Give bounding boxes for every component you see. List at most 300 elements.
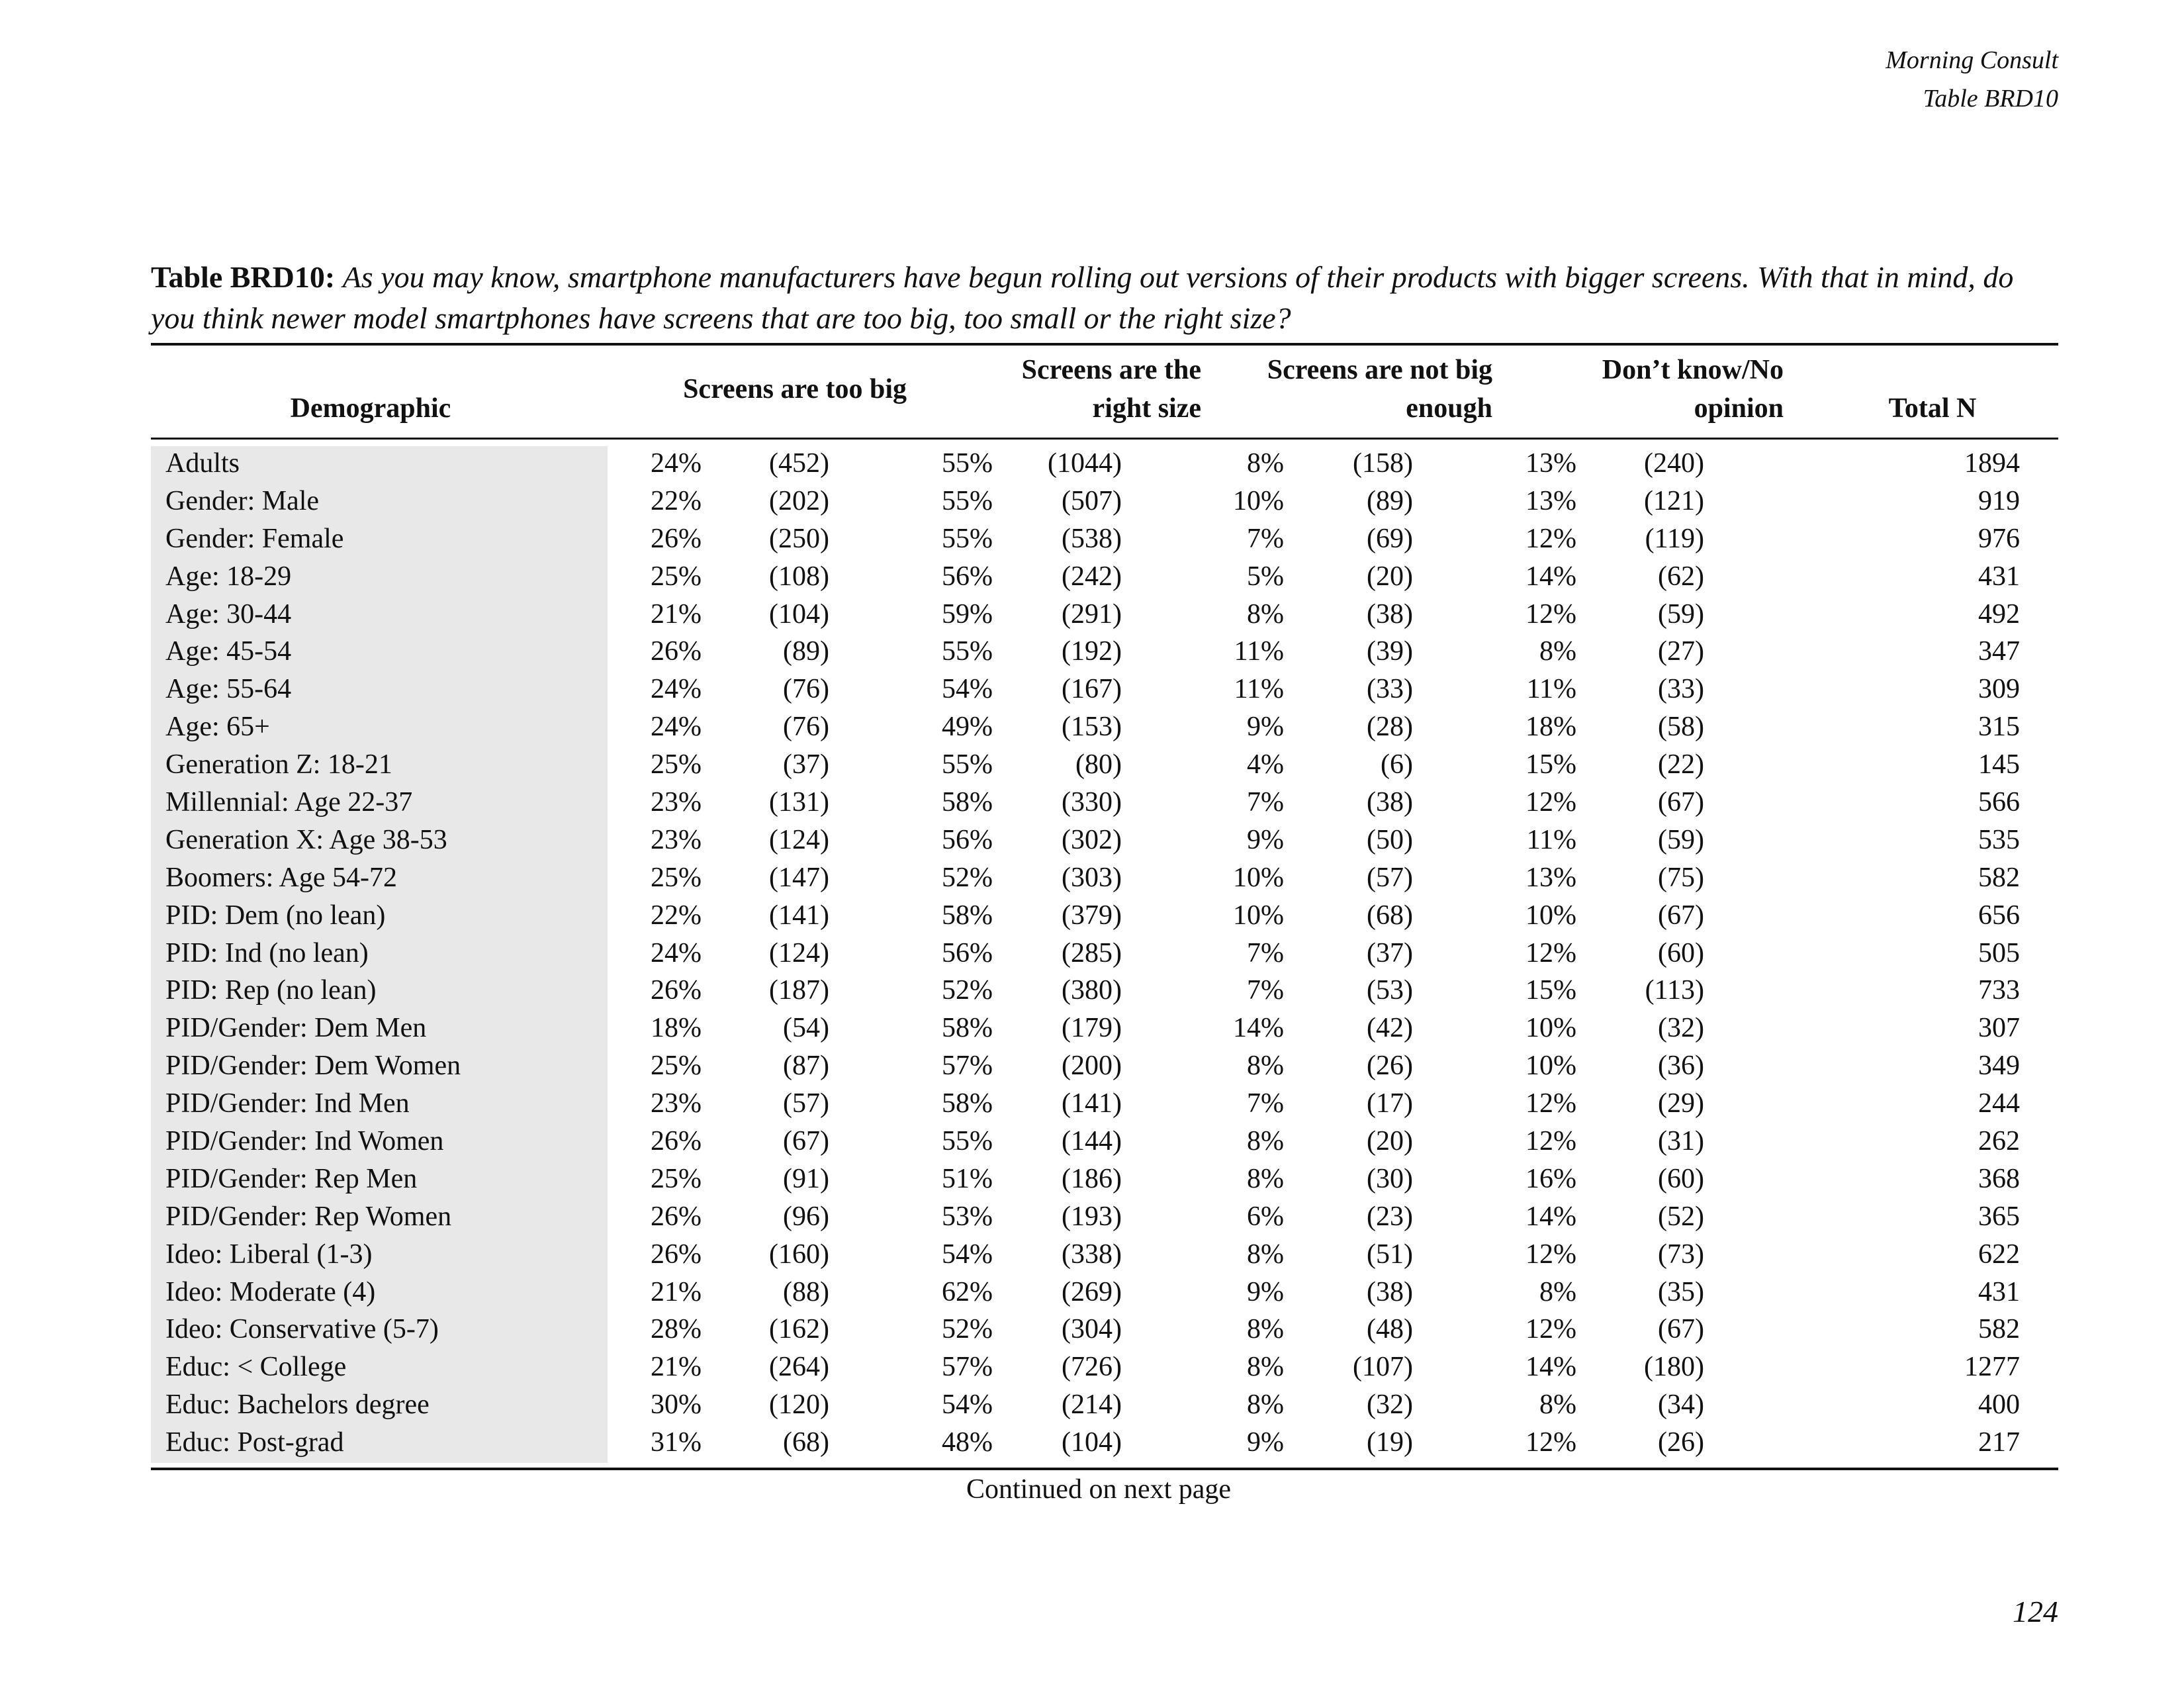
table-row bbox=[0, 1424, 2184, 1462]
right-size-pct: 58% bbox=[942, 1013, 993, 1044]
not-big-pct: 7% bbox=[1247, 523, 1284, 554]
row-demographic: Ideo: Moderate (4) bbox=[165, 1276, 376, 1307]
right-size-n: (179) bbox=[1062, 1013, 1122, 1044]
dont-know-pct: 11% bbox=[1526, 824, 1576, 855]
row-demographic: PID/Gender: Rep Men bbox=[165, 1163, 418, 1194]
dont-know-pct: 15% bbox=[1525, 749, 1576, 780]
row-demographic: Educ: Bachelors degree bbox=[165, 1389, 430, 1421]
not-big-pct: 8% bbox=[1247, 1051, 1284, 1082]
dont-know-pct: 8% bbox=[1539, 636, 1576, 667]
too-big-pct: 18% bbox=[651, 1013, 702, 1044]
not-big-n: (20) bbox=[1367, 561, 1413, 592]
total-n: 315 bbox=[1978, 712, 2020, 743]
right-size-pct: 58% bbox=[942, 900, 993, 931]
not-big-pct: 10% bbox=[1233, 485, 1284, 516]
not-big-n: (42) bbox=[1367, 1013, 1413, 1044]
row-demographic: Age: 65+ bbox=[165, 712, 270, 743]
not-big-pct: 11% bbox=[1234, 674, 1284, 705]
row-demographic: Gender: Female bbox=[165, 523, 344, 554]
too-big-n: (57) bbox=[783, 1088, 829, 1119]
row-demographic: Ideo: Conservative (5-7) bbox=[165, 1314, 439, 1345]
table-row bbox=[0, 784, 2184, 821]
too-big-pct: 25% bbox=[651, 749, 702, 780]
table-title-label: Table BRD10: bbox=[151, 260, 336, 294]
dont-know-pct: 13% bbox=[1525, 448, 1576, 479]
right-size-pct: 53% bbox=[942, 1201, 993, 1232]
table-row bbox=[0, 1198, 2184, 1236]
row-demographic: Gender: Male bbox=[165, 485, 320, 516]
table-row bbox=[0, 596, 2184, 633]
not-big-n: (26) bbox=[1367, 1051, 1413, 1082]
dont-know-pct: 12% bbox=[1525, 1126, 1576, 1157]
row-demographic: PID/Gender: Dem Women bbox=[165, 1051, 461, 1082]
dont-know-n: (121) bbox=[1644, 485, 1704, 516]
dont-know-n: (60) bbox=[1658, 937, 1704, 968]
too-big-pct: 30% bbox=[651, 1389, 702, 1421]
too-big-pct: 26% bbox=[651, 1201, 702, 1232]
right-size-pct: 55% bbox=[942, 749, 993, 780]
too-big-pct: 21% bbox=[651, 1352, 702, 1383]
too-big-n: (54) bbox=[783, 1013, 829, 1044]
table-row bbox=[0, 1047, 2184, 1085]
not-big-pct: 8% bbox=[1247, 448, 1284, 479]
not-big-n: (38) bbox=[1367, 1276, 1413, 1307]
dont-know-n: (67) bbox=[1658, 787, 1704, 818]
dont-know-pct: 8% bbox=[1539, 1276, 1576, 1307]
not-big-n: (51) bbox=[1367, 1239, 1413, 1270]
total-n: 622 bbox=[1978, 1239, 2020, 1270]
row-demographic: PID/Gender: Dem Men bbox=[165, 1013, 427, 1044]
table-row bbox=[0, 671, 2184, 708]
header-rule bbox=[151, 438, 2058, 440]
right-size-n: (167) bbox=[1062, 674, 1122, 705]
page-header bbox=[1886, 41, 2058, 118]
too-big-n: (68) bbox=[783, 1427, 829, 1458]
dont-know-pct: 14% bbox=[1525, 1201, 1576, 1232]
right-size-n: (338) bbox=[1062, 1239, 1122, 1270]
dont-know-pct: 12% bbox=[1525, 1088, 1576, 1119]
total-n: 244 bbox=[1978, 1088, 2020, 1119]
not-big-n: (68) bbox=[1367, 900, 1413, 931]
row-demographic: Millennial: Age 22-37 bbox=[165, 787, 413, 818]
table-row bbox=[0, 1311, 2184, 1348]
too-big-n: (76) bbox=[783, 712, 829, 743]
table-row bbox=[0, 1274, 2184, 1311]
dont-know-pct: 15% bbox=[1525, 975, 1576, 1006]
total-n: 262 bbox=[1978, 1126, 2020, 1157]
total-n: 492 bbox=[1978, 598, 2020, 630]
dont-know-pct: 12% bbox=[1525, 1314, 1576, 1345]
dont-know-pct: 12% bbox=[1525, 1427, 1576, 1458]
row-demographic: Educ: < College bbox=[165, 1352, 347, 1383]
right-size-n: (302) bbox=[1062, 824, 1122, 855]
too-big-pct: 26% bbox=[651, 1239, 702, 1270]
dont-know-pct: 13% bbox=[1525, 862, 1576, 893]
not-big-pct: 8% bbox=[1247, 1352, 1284, 1383]
not-big-n: (39) bbox=[1367, 636, 1413, 667]
total-n: 217 bbox=[1978, 1427, 2020, 1458]
table-row bbox=[0, 821, 2184, 859]
total-n: 1894 bbox=[1964, 448, 2020, 479]
right-size-pct: 55% bbox=[942, 1126, 993, 1157]
too-big-pct: 24% bbox=[651, 712, 702, 743]
not-big-n: (57) bbox=[1367, 862, 1413, 893]
row-demographic: PID: Ind (no lean) bbox=[165, 937, 369, 968]
dont-know-n: (36) bbox=[1658, 1051, 1704, 1082]
table-row bbox=[0, 1386, 2184, 1424]
right-size-n: (1044) bbox=[1048, 448, 1122, 479]
right-size-pct: 56% bbox=[942, 561, 993, 592]
right-size-pct: 55% bbox=[942, 636, 993, 667]
not-big-pct: 5% bbox=[1247, 561, 1284, 592]
table-top-rule bbox=[151, 343, 2058, 346]
total-n: 309 bbox=[1978, 674, 2020, 705]
not-big-pct: 8% bbox=[1247, 1126, 1284, 1157]
dont-know-n: (26) bbox=[1658, 1427, 1704, 1458]
too-big-pct: 21% bbox=[651, 1276, 702, 1307]
dont-know-n: (59) bbox=[1658, 598, 1704, 630]
total-n: 535 bbox=[1978, 824, 2020, 855]
too-big-pct: 22% bbox=[651, 900, 702, 931]
right-size-pct: 57% bbox=[942, 1051, 993, 1082]
total-n: 307 bbox=[1978, 1013, 2020, 1044]
too-big-pct: 21% bbox=[651, 598, 702, 630]
dont-know-n: (22) bbox=[1658, 749, 1704, 780]
dont-know-pct: 8% bbox=[1539, 1389, 1576, 1421]
right-size-pct: 54% bbox=[942, 674, 993, 705]
total-n: 431 bbox=[1978, 1276, 2020, 1307]
right-size-n: (153) bbox=[1062, 712, 1122, 743]
too-big-n: (264) bbox=[769, 1352, 829, 1383]
not-big-n: (33) bbox=[1367, 674, 1413, 705]
right-size-pct: 51% bbox=[942, 1163, 993, 1194]
row-demographic: PID/Gender: Ind Women bbox=[165, 1126, 444, 1157]
right-size-n: (726) bbox=[1062, 1352, 1122, 1383]
dont-know-n: (67) bbox=[1658, 900, 1704, 931]
right-size-pct: 55% bbox=[942, 448, 993, 479]
not-big-n: (30) bbox=[1367, 1163, 1413, 1194]
too-big-pct: 22% bbox=[651, 485, 702, 516]
too-big-n: (87) bbox=[783, 1051, 829, 1082]
not-big-n: (32) bbox=[1367, 1389, 1413, 1421]
right-size-n: (144) bbox=[1062, 1126, 1122, 1157]
dont-know-n: (75) bbox=[1658, 862, 1704, 893]
not-big-pct: 11% bbox=[1234, 636, 1284, 667]
right-size-pct: 52% bbox=[942, 1314, 993, 1345]
total-n: 582 bbox=[1978, 1314, 2020, 1345]
dont-know-n: (27) bbox=[1658, 636, 1704, 667]
dont-know-pct: 10% bbox=[1525, 900, 1576, 931]
dont-know-n: (52) bbox=[1658, 1201, 1704, 1232]
dont-know-n: (31) bbox=[1658, 1126, 1704, 1157]
too-big-pct: 23% bbox=[651, 787, 702, 818]
too-big-n: (124) bbox=[769, 937, 829, 968]
dont-know-pct: 12% bbox=[1525, 787, 1576, 818]
right-size-pct: 57% bbox=[942, 1352, 993, 1383]
right-size-n: (80) bbox=[1075, 749, 1122, 780]
too-big-n: (160) bbox=[769, 1239, 829, 1270]
row-demographic: Age: 18-29 bbox=[165, 561, 292, 592]
right-size-pct: 55% bbox=[942, 485, 993, 516]
col-header-right-size: Screens are the right size bbox=[1021, 355, 1201, 424]
table-row bbox=[0, 1123, 2184, 1160]
total-n: 431 bbox=[1978, 561, 2020, 592]
total-n: 368 bbox=[1978, 1163, 2020, 1194]
not-big-pct: 4% bbox=[1247, 749, 1284, 780]
continued-note: Continued on next page bbox=[966, 1474, 1232, 1505]
not-big-pct: 9% bbox=[1247, 712, 1284, 743]
too-big-n: (108) bbox=[769, 561, 829, 592]
table-row bbox=[0, 1085, 2184, 1123]
not-big-n: (23) bbox=[1367, 1201, 1413, 1232]
right-size-pct: 56% bbox=[942, 937, 993, 968]
not-big-pct: 10% bbox=[1233, 900, 1284, 931]
right-size-pct: 56% bbox=[942, 824, 993, 855]
too-big-n: (162) bbox=[769, 1314, 829, 1345]
table-row bbox=[0, 1236, 2184, 1274]
not-big-pct: 8% bbox=[1247, 1163, 1284, 1194]
total-n: 733 bbox=[1978, 975, 2020, 1006]
row-demographic: Adults bbox=[165, 448, 240, 479]
not-big-n: (89) bbox=[1367, 485, 1413, 516]
dont-know-pct: 12% bbox=[1525, 523, 1576, 554]
not-big-pct: 9% bbox=[1247, 1276, 1284, 1307]
table-row bbox=[0, 935, 2184, 972]
not-big-n: (38) bbox=[1367, 787, 1413, 818]
page-number: 124 bbox=[2013, 1595, 2058, 1628]
col-header-dont-know: Don’t know/No opinion bbox=[1602, 355, 1784, 424]
too-big-pct: 24% bbox=[651, 937, 702, 968]
right-size-pct: 54% bbox=[942, 1239, 993, 1270]
row-demographic: Age: 30-44 bbox=[165, 598, 292, 630]
too-big-n: (91) bbox=[783, 1163, 829, 1194]
too-big-n: (96) bbox=[783, 1201, 829, 1232]
table-row bbox=[0, 972, 2184, 1009]
row-demographic: Generation Z: 18-21 bbox=[165, 749, 392, 780]
right-size-n: (285) bbox=[1062, 937, 1122, 968]
table-row bbox=[0, 558, 2184, 596]
right-size-pct: 49% bbox=[942, 712, 993, 743]
row-demographic: Age: 55-64 bbox=[165, 674, 292, 705]
right-size-pct: 52% bbox=[942, 862, 993, 893]
dont-know-pct: 12% bbox=[1525, 937, 1576, 968]
too-big-pct: 25% bbox=[651, 1051, 702, 1082]
row-demographic: Generation X: Age 38-53 bbox=[165, 824, 447, 855]
dont-know-n: (33) bbox=[1658, 674, 1704, 705]
dont-know-pct: 13% bbox=[1525, 485, 1576, 516]
right-size-n: (200) bbox=[1062, 1051, 1122, 1082]
not-big-pct: 10% bbox=[1233, 862, 1284, 893]
total-n: 582 bbox=[1978, 862, 2020, 893]
row-demographic: Ideo: Liberal (1-3) bbox=[165, 1239, 373, 1270]
total-n: 566 bbox=[1978, 787, 2020, 818]
not-big-n: (6) bbox=[1381, 749, 1413, 780]
row-demographic: Educ: Post-grad bbox=[165, 1427, 344, 1458]
too-big-pct: 26% bbox=[651, 523, 702, 554]
not-big-pct: 9% bbox=[1247, 824, 1284, 855]
not-big-pct: 7% bbox=[1247, 975, 1284, 1006]
right-size-n: (192) bbox=[1062, 636, 1122, 667]
dont-know-n: (59) bbox=[1658, 824, 1704, 855]
right-size-pct: 52% bbox=[942, 975, 993, 1006]
right-size-n: (141) bbox=[1062, 1088, 1122, 1119]
table-row bbox=[0, 520, 2184, 558]
dont-know-pct: 12% bbox=[1525, 1239, 1576, 1270]
too-big-pct: 24% bbox=[651, 674, 702, 705]
table-row bbox=[0, 633, 2184, 671]
too-big-pct: 26% bbox=[651, 1126, 702, 1157]
dont-know-n: (180) bbox=[1644, 1352, 1704, 1383]
table-row bbox=[0, 1160, 2184, 1198]
right-size-n: (104) bbox=[1062, 1427, 1122, 1458]
right-size-n: (186) bbox=[1062, 1163, 1122, 1194]
table-title bbox=[151, 257, 2058, 339]
total-n: 656 bbox=[1978, 900, 2020, 931]
right-size-n: (330) bbox=[1062, 787, 1122, 818]
too-big-n: (250) bbox=[769, 523, 829, 554]
not-big-n: (20) bbox=[1367, 1126, 1413, 1157]
right-size-n: (538) bbox=[1062, 523, 1122, 554]
too-big-pct: 25% bbox=[651, 862, 702, 893]
right-size-pct: 59% bbox=[942, 598, 993, 630]
header-table-id: Table BRD10 bbox=[1923, 85, 2058, 113]
not-big-n: (17) bbox=[1367, 1088, 1413, 1119]
not-big-pct: 8% bbox=[1247, 598, 1284, 630]
dont-know-pct: 12% bbox=[1525, 598, 1576, 630]
right-size-pct: 62% bbox=[942, 1276, 993, 1307]
dont-know-n: (62) bbox=[1658, 561, 1704, 592]
dont-know-n: (73) bbox=[1658, 1239, 1704, 1270]
not-big-n: (69) bbox=[1367, 523, 1413, 554]
dont-know-n: (119) bbox=[1645, 523, 1704, 554]
dont-know-pct: 16% bbox=[1525, 1163, 1576, 1194]
not-big-pct: 8% bbox=[1247, 1389, 1284, 1421]
dont-know-n: (67) bbox=[1658, 1314, 1704, 1345]
dont-know-pct: 10% bbox=[1525, 1013, 1576, 1044]
too-big-pct: 28% bbox=[651, 1314, 702, 1345]
table-body bbox=[0, 445, 2184, 1462]
not-big-pct: 9% bbox=[1247, 1427, 1284, 1458]
total-n: 1277 bbox=[1964, 1352, 2020, 1383]
dont-know-n: (29) bbox=[1658, 1088, 1704, 1119]
too-big-n: (89) bbox=[783, 636, 829, 667]
dont-know-pct: 10% bbox=[1525, 1051, 1576, 1082]
too-big-n: (88) bbox=[783, 1276, 829, 1307]
row-demographic: Age: 45-54 bbox=[165, 636, 292, 667]
too-big-pct: 31% bbox=[651, 1427, 702, 1458]
too-big-pct: 24% bbox=[651, 448, 702, 479]
not-big-n: (37) bbox=[1367, 937, 1413, 968]
not-big-n: (53) bbox=[1367, 975, 1413, 1006]
not-big-n: (48) bbox=[1367, 1314, 1413, 1345]
col-header-too-big: Screens are too big bbox=[683, 374, 907, 404]
col-header-not-big-enough: Screens are not big enough bbox=[1267, 355, 1492, 424]
row-demographic: PID/Gender: Ind Men bbox=[165, 1088, 410, 1119]
dont-know-n: (35) bbox=[1658, 1276, 1704, 1307]
right-size-n: (291) bbox=[1062, 598, 1122, 630]
total-n: 976 bbox=[1978, 523, 2020, 554]
too-big-n: (104) bbox=[769, 598, 829, 630]
right-size-n: (379) bbox=[1062, 900, 1122, 931]
table-row bbox=[0, 897, 2184, 935]
too-big-n: (131) bbox=[769, 787, 829, 818]
too-big-n: (202) bbox=[769, 485, 829, 516]
table-row bbox=[0, 1009, 2184, 1047]
not-big-pct: 8% bbox=[1247, 1314, 1284, 1345]
table-bottom-rule bbox=[151, 1468, 2058, 1470]
not-big-pct: 7% bbox=[1247, 1088, 1284, 1119]
right-size-pct: 55% bbox=[942, 523, 993, 554]
too-big-n: (37) bbox=[783, 749, 829, 780]
total-n: 145 bbox=[1978, 749, 2020, 780]
total-n: 505 bbox=[1978, 937, 2020, 968]
table-row bbox=[0, 1348, 2184, 1386]
total-n: 347 bbox=[1978, 636, 2020, 667]
dont-know-pct: 14% bbox=[1525, 561, 1576, 592]
right-size-pct: 54% bbox=[942, 1389, 993, 1421]
right-size-n: (193) bbox=[1062, 1201, 1122, 1232]
total-n: 365 bbox=[1978, 1201, 2020, 1232]
row-demographic: Boomers: Age 54-72 bbox=[165, 862, 397, 893]
table-row bbox=[0, 859, 2184, 897]
too-big-n: (124) bbox=[769, 824, 829, 855]
dont-know-n: (60) bbox=[1658, 1163, 1704, 1194]
not-big-n: (38) bbox=[1367, 598, 1413, 630]
right-size-pct: 58% bbox=[942, 1088, 993, 1119]
too-big-n: (141) bbox=[769, 900, 829, 931]
row-demographic: PID: Rep (no lean) bbox=[165, 975, 377, 1006]
dont-know-pct: 11% bbox=[1526, 674, 1576, 705]
table-row bbox=[0, 746, 2184, 784]
too-big-pct: 25% bbox=[651, 1163, 702, 1194]
not-big-pct: 8% bbox=[1247, 1239, 1284, 1270]
right-size-n: (380) bbox=[1062, 975, 1122, 1006]
too-big-n: (452) bbox=[769, 448, 829, 479]
col-header-demographic: Demographic bbox=[290, 393, 451, 424]
table-row bbox=[0, 445, 2184, 483]
total-n: 400 bbox=[1978, 1389, 2020, 1421]
total-n: 349 bbox=[1978, 1051, 2020, 1082]
dont-know-pct: 18% bbox=[1525, 712, 1576, 743]
right-size-n: (303) bbox=[1062, 862, 1122, 893]
not-big-n: (19) bbox=[1367, 1427, 1413, 1458]
too-big-n: (120) bbox=[769, 1389, 829, 1421]
too-big-n: (67) bbox=[783, 1126, 829, 1157]
not-big-n: (50) bbox=[1367, 824, 1413, 855]
right-size-n: (304) bbox=[1062, 1314, 1122, 1345]
dont-know-n: (58) bbox=[1658, 712, 1704, 743]
table-row bbox=[0, 483, 2184, 520]
too-big-n: (187) bbox=[769, 975, 829, 1006]
right-size-n: (242) bbox=[1062, 561, 1122, 592]
not-big-pct: 6% bbox=[1247, 1201, 1284, 1232]
right-size-n: (269) bbox=[1062, 1276, 1122, 1307]
row-demographic: PID: Dem (no lean) bbox=[165, 900, 386, 931]
total-n: 919 bbox=[1978, 485, 2020, 516]
too-big-pct: 25% bbox=[651, 561, 702, 592]
not-big-n: (28) bbox=[1367, 712, 1413, 743]
not-big-pct: 14% bbox=[1233, 1013, 1284, 1044]
right-size-n: (507) bbox=[1062, 485, 1122, 516]
not-big-pct: 7% bbox=[1247, 787, 1284, 818]
not-big-pct: 7% bbox=[1247, 937, 1284, 968]
dont-know-n: (34) bbox=[1658, 1389, 1704, 1421]
too-big-pct: 23% bbox=[651, 824, 702, 855]
not-big-n: (107) bbox=[1353, 1352, 1413, 1383]
right-size-pct: 58% bbox=[942, 787, 993, 818]
right-size-pct: 48% bbox=[942, 1427, 993, 1458]
right-size-n: (214) bbox=[1062, 1389, 1122, 1421]
